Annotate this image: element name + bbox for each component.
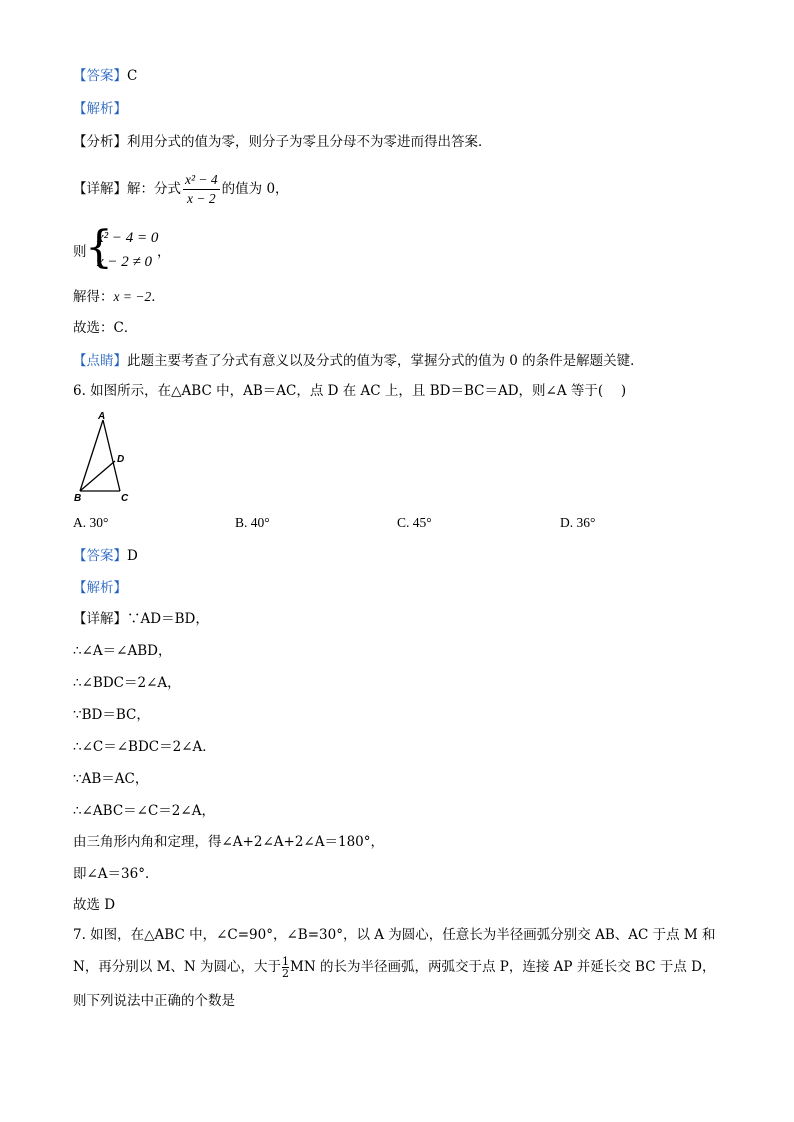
q5-answer-line — [73, 66, 137, 86]
q5-choose-line: 故选：C． — [73, 320, 138, 336]
answer-value: C — [127, 68, 138, 84]
step-5: ∴∠C＝∠BDC＝2∠A． — [73, 739, 216, 755]
half-denominator: 2 — [282, 967, 290, 980]
detail-tag: 【详解】 — [73, 611, 127, 627]
step-7: ∴∠ABC＝∠C＝2∠A， — [73, 803, 215, 819]
step-1: ∵AD＝BD， — [127, 611, 209, 627]
analysis-tag: 【解析】 — [73, 580, 127, 596]
fenxi-text: 利用分式的值为零，则分子为零且分母不为零进而得出答案． — [127, 134, 492, 150]
fraction-denominator: x − 2 — [187, 191, 216, 206]
half-numerator: 1 — [282, 955, 290, 968]
vertex-b-label: B — [74, 493, 82, 504]
q6-answer-line — [73, 546, 138, 566]
q7-line-3: 则下列说法中正确的个数是 — [73, 993, 235, 1009]
step-10: 故选 D — [73, 897, 116, 913]
q7-line-1: 7. 如图，在△ABC 中，∠C=90°，∠B=30°，以 A 为圆心，任意长为半径画弧分别交 AB、AC 于点 M 和 — [73, 927, 716, 943]
q5-solve-line — [73, 287, 165, 307]
step-6: ∵AB＝AC， — [73, 771, 149, 787]
vertex-d-label: D — [117, 454, 125, 465]
answer-tag: 【答案】 — [73, 68, 127, 84]
q6-detail-line — [73, 609, 209, 629]
fraction-numerator: x² − 4 — [183, 171, 220, 190]
q7-line-2-start: N，再分别以 M、N 为圆心，大于 — [73, 959, 282, 975]
solve-suffix: ． — [151, 289, 165, 305]
comment-text: 此题主要考查了分式有意义以及分式的值为零，掌握分式的值为 0 的条件是解题关键． — [127, 353, 644, 369]
system-row-1: x² − 4 = 0 — [97, 230, 159, 246]
fraction — [183, 171, 220, 208]
solve-prefix: 解得： — [73, 289, 114, 305]
q6-question: 6. 如图所示，在△ABC 中，AB＝AC，点 D 在 AC 上，且 BD＝BC＝AD，则∠A 等于( ) — [73, 383, 627, 399]
option-c: C. 45° — [397, 515, 432, 530]
q5-fenxi-line — [73, 132, 492, 152]
q5-analysis-line — [73, 99, 127, 119]
detail-suffix: 的值为 0， — [221, 181, 289, 197]
vertex-a-label: A — [98, 411, 106, 422]
answer-tag: 【答案】 — [73, 548, 127, 564]
option-a: A. 30° — [73, 515, 109, 530]
step-8: 由三角形内角和定理，得∠A+2∠A+2∠A＝180°， — [73, 834, 385, 850]
analysis-tag: 【解析】 — [73, 101, 127, 117]
answer-value: D — [127, 548, 138, 564]
q5-detail-line — [73, 166, 289, 212]
q6-analysis-line — [73, 578, 127, 598]
step-4: ∵BD＝BC， — [73, 707, 150, 723]
triangle-figure — [70, 410, 140, 504]
q5-comment-line — [73, 351, 644, 371]
vertex-c-label: C — [121, 493, 129, 504]
option-b: B. 40° — [235, 515, 270, 530]
system-row-2: x − 2 ≠ 0 — [97, 254, 153, 270]
step-2: ∴∠A＝∠ABD， — [73, 643, 172, 659]
step-9: 即∠A＝36°． — [73, 866, 159, 882]
comment-tag: 【点睛】 — [73, 353, 127, 369]
option-d: D. 36° — [560, 515, 596, 530]
brace: { — [85, 222, 113, 273]
then-label: 则 — [73, 244, 87, 260]
step-3: ∴∠BDC＝2∠A， — [73, 675, 181, 691]
half-fraction — [282, 956, 289, 979]
detail-tag: 【详解】 — [73, 181, 127, 197]
solve-math: x = −2 — [113, 289, 152, 304]
system-comma: ， — [157, 244, 171, 260]
q7-line-2-end: MN 的长为半径画弧，两弧交于点 P，连接 AP 并延长交 BC 于点 D， — [290, 959, 716, 975]
q7-line-2 — [73, 955, 715, 979]
fenxi-tag: 【分析】 — [73, 134, 127, 150]
detail-prefix: 解：分式 — [127, 181, 181, 197]
